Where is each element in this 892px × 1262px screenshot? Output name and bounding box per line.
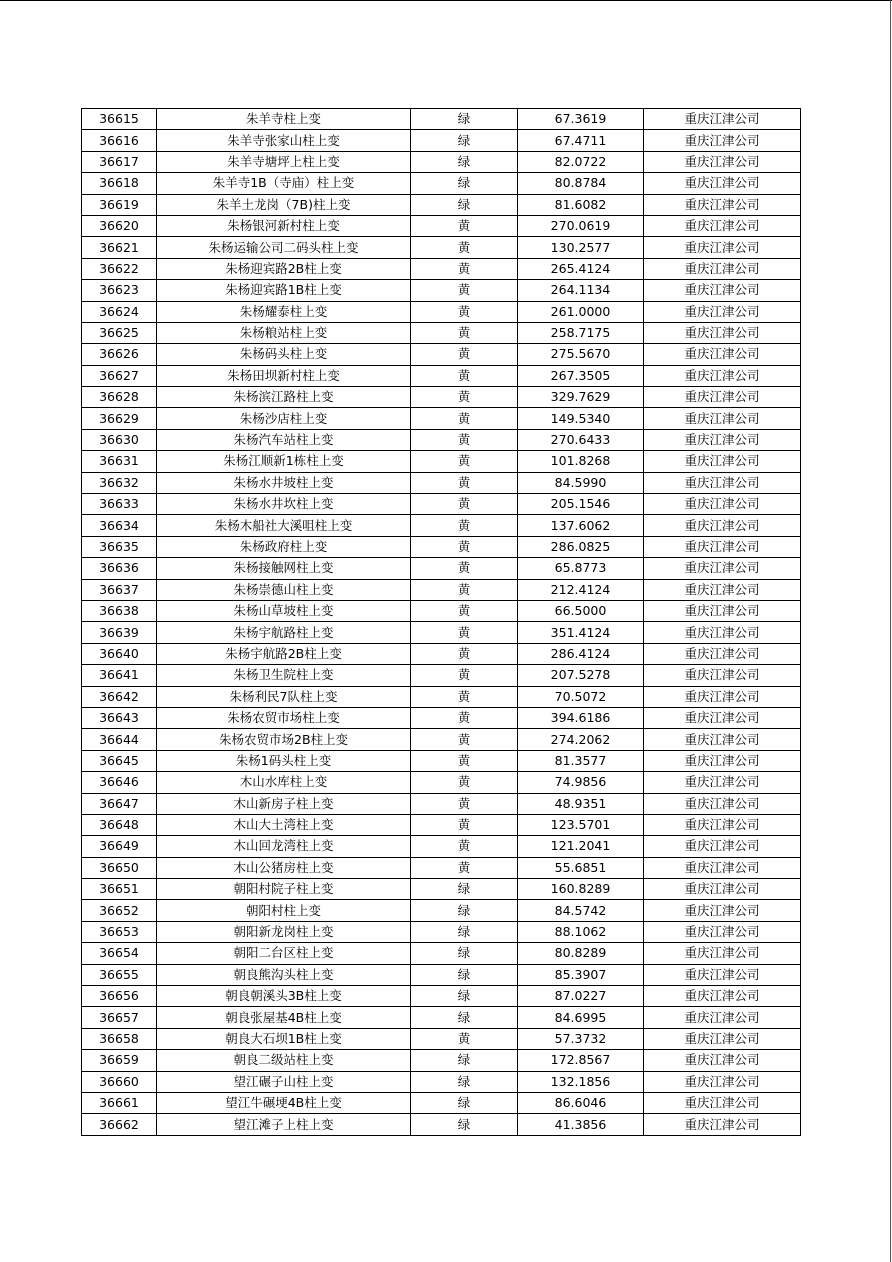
row-id-cell: 36653 — [82, 921, 157, 942]
table-row — [82, 750, 801, 771]
color-cell: 绿 — [411, 109, 518, 130]
name-cell: 木山公猪房柱上变 — [157, 857, 411, 878]
name-cell: 朝阳新龙岗柱上变 — [157, 921, 411, 942]
table-row — [82, 772, 801, 793]
table-row — [82, 215, 801, 236]
color-cell: 绿 — [411, 194, 518, 215]
name-cell: 朱杨码头柱上变 — [157, 344, 411, 365]
company-cell: 重庆江津公司 — [644, 451, 801, 472]
value-cell: 80.8289 — [518, 943, 644, 964]
value-cell: 265.4124 — [518, 258, 644, 279]
value-cell: 67.3619 — [518, 109, 644, 130]
name-cell: 朱羊寺1B（寺庙）柱上变 — [157, 173, 411, 194]
company-cell: 重庆江津公司 — [644, 515, 801, 536]
value-cell: 88.1062 — [518, 921, 644, 942]
table-row — [82, 1050, 801, 1071]
value-cell: 270.6433 — [518, 429, 644, 450]
table-row — [82, 964, 801, 985]
table-row — [82, 194, 801, 215]
row-id-cell: 36655 — [82, 964, 157, 985]
row-id-cell: 36633 — [82, 494, 157, 515]
value-cell: 329.7629 — [518, 387, 644, 408]
value-cell: 74.9856 — [518, 772, 644, 793]
color-cell: 绿 — [411, 921, 518, 942]
color-cell: 黄 — [411, 707, 518, 728]
row-id-cell: 36647 — [82, 793, 157, 814]
table-row — [82, 237, 801, 258]
value-cell: 264.1134 — [518, 280, 644, 301]
color-cell: 绿 — [411, 1092, 518, 1113]
row-id-cell: 36640 — [82, 643, 157, 664]
name-cell: 木山大土湾柱上变 — [157, 814, 411, 835]
row-id-cell: 36652 — [82, 900, 157, 921]
name-cell: 朱杨迎宾路1B柱上变 — [157, 280, 411, 301]
row-id-cell: 36641 — [82, 665, 157, 686]
name-cell: 朱杨江顺新1栋柱上变 — [157, 451, 411, 472]
color-cell: 绿 — [411, 943, 518, 964]
company-cell: 重庆江津公司 — [644, 322, 801, 343]
company-cell: 重庆江津公司 — [644, 1007, 801, 1028]
company-cell: 重庆江津公司 — [644, 237, 801, 258]
value-cell: 172.8567 — [518, 1050, 644, 1071]
table-row — [82, 622, 801, 643]
value-cell: 270.0619 — [518, 215, 644, 236]
company-cell: 重庆江津公司 — [644, 344, 801, 365]
value-cell: 57.3732 — [518, 1028, 644, 1049]
name-cell: 木山水库柱上变 — [157, 772, 411, 793]
company-cell: 重庆江津公司 — [644, 301, 801, 322]
color-cell: 绿 — [411, 151, 518, 172]
company-cell: 重庆江津公司 — [644, 900, 801, 921]
table-row — [82, 429, 801, 450]
table-row — [82, 665, 801, 686]
value-cell: 101.8268 — [518, 451, 644, 472]
row-id-cell: 36643 — [82, 707, 157, 728]
value-cell: 132.1856 — [518, 1071, 644, 1092]
row-id-cell: 36622 — [82, 258, 157, 279]
name-cell: 朝阳二台区柱上变 — [157, 943, 411, 964]
company-cell: 重庆江津公司 — [644, 130, 801, 151]
company-cell: 重庆江津公司 — [644, 857, 801, 878]
company-cell: 重庆江津公司 — [644, 943, 801, 964]
table-row — [82, 1092, 801, 1113]
color-cell: 黄 — [411, 258, 518, 279]
name-cell: 朱杨卫生院柱上变 — [157, 665, 411, 686]
color-cell: 绿 — [411, 1071, 518, 1092]
row-id-cell: 36635 — [82, 536, 157, 557]
name-cell: 朱杨宇航路柱上变 — [157, 622, 411, 643]
company-cell: 重庆江津公司 — [644, 986, 801, 1007]
table-row — [82, 322, 801, 343]
value-cell: 70.5072 — [518, 686, 644, 707]
name-cell: 朝阳村柱上变 — [157, 900, 411, 921]
value-cell: 123.5701 — [518, 814, 644, 835]
color-cell: 黄 — [411, 237, 518, 258]
row-id-cell: 36661 — [82, 1092, 157, 1113]
name-cell: 朱杨宇航路2B柱上变 — [157, 643, 411, 664]
company-cell: 重庆江津公司 — [644, 558, 801, 579]
name-cell: 朱杨银河新村柱上变 — [157, 215, 411, 236]
name-cell: 朱杨粮站柱上变 — [157, 322, 411, 343]
company-cell: 重庆江津公司 — [644, 643, 801, 664]
table-row — [82, 130, 801, 151]
company-cell: 重庆江津公司 — [644, 1114, 801, 1135]
company-cell: 重庆江津公司 — [644, 194, 801, 215]
name-cell: 望江牛碾埂4B柱上变 — [157, 1092, 411, 1113]
name-cell: 朱杨木船社大溪咀柱上变 — [157, 515, 411, 536]
company-cell: 重庆江津公司 — [644, 836, 801, 857]
company-cell: 重庆江津公司 — [644, 429, 801, 450]
table-row — [82, 793, 801, 814]
table-row — [82, 857, 801, 878]
color-cell: 绿 — [411, 1114, 518, 1135]
table-row — [82, 109, 801, 130]
company-cell: 重庆江津公司 — [644, 258, 801, 279]
value-cell: 130.2577 — [518, 237, 644, 258]
page-top-border — [0, 0, 892, 1]
name-cell: 朱杨1码头柱上变 — [157, 750, 411, 771]
table-row — [82, 558, 801, 579]
color-cell: 黄 — [411, 344, 518, 365]
value-cell: 86.6046 — [518, 1092, 644, 1113]
color-cell: 黄 — [411, 665, 518, 686]
row-id-cell: 36631 — [82, 451, 157, 472]
table-row — [82, 151, 801, 172]
value-cell: 84.5990 — [518, 472, 644, 493]
value-cell: 84.6995 — [518, 1007, 644, 1028]
data-table — [81, 108, 801, 1136]
table-row — [82, 536, 801, 557]
value-cell: 205.1546 — [518, 494, 644, 515]
color-cell: 黄 — [411, 836, 518, 857]
value-cell: 274.2062 — [518, 729, 644, 750]
name-cell: 朝良熊沟头柱上变 — [157, 964, 411, 985]
name-cell: 朝良张屋基4B柱上变 — [157, 1007, 411, 1028]
company-cell: 重庆江津公司 — [644, 536, 801, 557]
value-cell: 84.5742 — [518, 900, 644, 921]
color-cell: 黄 — [411, 494, 518, 515]
row-id-cell: 36616 — [82, 130, 157, 151]
row-id-cell: 36637 — [82, 579, 157, 600]
color-cell: 黄 — [411, 408, 518, 429]
value-cell: 121.2041 — [518, 836, 644, 857]
name-cell: 朱杨迎宾路2B柱上变 — [157, 258, 411, 279]
row-id-cell: 36660 — [82, 1071, 157, 1092]
color-cell: 黄 — [411, 643, 518, 664]
company-cell: 重庆江津公司 — [644, 579, 801, 600]
name-cell: 朱杨农贸市场2B柱上变 — [157, 729, 411, 750]
color-cell: 黄 — [411, 622, 518, 643]
company-cell: 重庆江津公司 — [644, 472, 801, 493]
color-cell: 绿 — [411, 879, 518, 900]
company-cell: 重庆江津公司 — [644, 151, 801, 172]
name-cell: 木山新房子柱上变 — [157, 793, 411, 814]
color-cell: 黄 — [411, 793, 518, 814]
value-cell: 85.3907 — [518, 964, 644, 985]
value-cell: 160.8289 — [518, 879, 644, 900]
row-id-cell: 36626 — [82, 344, 157, 365]
table-row — [82, 879, 801, 900]
color-cell: 黄 — [411, 301, 518, 322]
color-cell: 黄 — [411, 280, 518, 301]
color-cell: 绿 — [411, 964, 518, 985]
name-cell: 朝阳村院子柱上变 — [157, 879, 411, 900]
name-cell: 望江碾子山柱上变 — [157, 1071, 411, 1092]
company-cell: 重庆江津公司 — [644, 215, 801, 236]
company-cell: 重庆江津公司 — [644, 772, 801, 793]
table-row — [82, 643, 801, 664]
company-cell: 重庆江津公司 — [644, 665, 801, 686]
color-cell: 黄 — [411, 558, 518, 579]
color-cell: 绿 — [411, 1007, 518, 1028]
company-cell: 重庆江津公司 — [644, 707, 801, 728]
table-row — [82, 686, 801, 707]
table-row — [82, 258, 801, 279]
company-cell: 重庆江津公司 — [644, 793, 801, 814]
value-cell: 67.4711 — [518, 130, 644, 151]
color-cell: 黄 — [411, 857, 518, 878]
row-id-cell: 36651 — [82, 879, 157, 900]
row-id-cell: 36624 — [82, 301, 157, 322]
name-cell: 朱杨接触网柱上变 — [157, 558, 411, 579]
company-cell: 重庆江津公司 — [644, 686, 801, 707]
row-id-cell: 36625 — [82, 322, 157, 343]
row-id-cell: 36639 — [82, 622, 157, 643]
row-id-cell: 36615 — [82, 109, 157, 130]
table-row — [82, 986, 801, 1007]
company-cell: 重庆江津公司 — [644, 494, 801, 515]
value-cell: 66.5000 — [518, 600, 644, 621]
row-id-cell: 36642 — [82, 686, 157, 707]
table-row — [82, 921, 801, 942]
color-cell: 绿 — [411, 173, 518, 194]
name-cell: 朱杨运输公司二码头柱上变 — [157, 237, 411, 258]
table-row — [82, 1028, 801, 1049]
table-row — [82, 943, 801, 964]
name-cell: 朱杨田坝新村柱上变 — [157, 365, 411, 386]
table-row — [82, 707, 801, 728]
name-cell: 朱杨崇德山柱上变 — [157, 579, 411, 600]
row-id-cell: 36658 — [82, 1028, 157, 1049]
value-cell: 81.3577 — [518, 750, 644, 771]
row-id-cell: 36646 — [82, 772, 157, 793]
company-cell: 重庆江津公司 — [644, 750, 801, 771]
name-cell: 朱羊寺柱上变 — [157, 109, 411, 130]
name-cell: 朱杨农贸市场柱上变 — [157, 707, 411, 728]
company-cell: 重庆江津公司 — [644, 600, 801, 621]
value-cell: 286.0825 — [518, 536, 644, 557]
color-cell: 绿 — [411, 1050, 518, 1071]
company-cell: 重庆江津公司 — [644, 814, 801, 835]
value-cell: 286.4124 — [518, 643, 644, 664]
color-cell: 黄 — [411, 515, 518, 536]
company-cell: 重庆江津公司 — [644, 729, 801, 750]
table-row — [82, 579, 801, 600]
row-id-cell: 36630 — [82, 429, 157, 450]
row-id-cell: 36618 — [82, 173, 157, 194]
color-cell: 黄 — [411, 1028, 518, 1049]
table-row — [82, 387, 801, 408]
value-cell: 267.3505 — [518, 365, 644, 386]
table-row — [82, 900, 801, 921]
name-cell: 朝良朝溪头3B柱上变 — [157, 986, 411, 1007]
value-cell: 82.0722 — [518, 151, 644, 172]
value-cell: 149.5340 — [518, 408, 644, 429]
name-cell: 朱羊寺塘坪上柱上变 — [157, 151, 411, 172]
name-cell: 朱杨山草坡柱上变 — [157, 600, 411, 621]
color-cell: 黄 — [411, 579, 518, 600]
value-cell: 81.6082 — [518, 194, 644, 215]
color-cell: 绿 — [411, 900, 518, 921]
row-id-cell: 36649 — [82, 836, 157, 857]
value-cell: 41.3856 — [518, 1114, 644, 1135]
color-cell: 黄 — [411, 772, 518, 793]
company-cell: 重庆江津公司 — [644, 1028, 801, 1049]
color-cell: 黄 — [411, 387, 518, 408]
value-cell: 212.4124 — [518, 579, 644, 600]
company-cell: 重庆江津公司 — [644, 280, 801, 301]
name-cell: 朝良二级站柱上变 — [157, 1050, 411, 1071]
value-cell: 48.9351 — [518, 793, 644, 814]
color-cell: 黄 — [411, 215, 518, 236]
row-id-cell: 36654 — [82, 943, 157, 964]
value-cell: 55.6851 — [518, 857, 644, 878]
table-body — [82, 109, 801, 1136]
table-row — [82, 301, 801, 322]
table-row — [82, 729, 801, 750]
row-id-cell: 36656 — [82, 986, 157, 1007]
company-cell: 重庆江津公司 — [644, 173, 801, 194]
table-row — [82, 494, 801, 515]
row-id-cell: 36634 — [82, 515, 157, 536]
color-cell: 黄 — [411, 322, 518, 343]
name-cell: 朱杨利民7队柱上变 — [157, 686, 411, 707]
company-cell: 重庆江津公司 — [644, 964, 801, 985]
table-row — [82, 1114, 801, 1135]
color-cell: 黄 — [411, 729, 518, 750]
name-cell: 朱杨耀泰柱上变 — [157, 301, 411, 322]
table-row — [82, 365, 801, 386]
value-cell: 80.8784 — [518, 173, 644, 194]
name-cell: 望江滩子上柱上变 — [157, 1114, 411, 1135]
row-id-cell: 36644 — [82, 729, 157, 750]
name-cell: 朱杨水井坡柱上变 — [157, 472, 411, 493]
name-cell: 朱杨滨江路柱上变 — [157, 387, 411, 408]
value-cell: 351.4124 — [518, 622, 644, 643]
company-cell: 重庆江津公司 — [644, 1050, 801, 1071]
color-cell: 黄 — [411, 600, 518, 621]
table-row — [82, 344, 801, 365]
row-id-cell: 36627 — [82, 365, 157, 386]
page-right-border — [890, 0, 891, 1262]
name-cell: 朱杨水井坎柱上变 — [157, 494, 411, 515]
row-id-cell: 36636 — [82, 558, 157, 579]
name-cell: 朱羊土龙岗（7B)柱上变 — [157, 194, 411, 215]
name-cell: 朱羊寺张家山柱上变 — [157, 130, 411, 151]
row-id-cell: 36628 — [82, 387, 157, 408]
value-cell: 261.0000 — [518, 301, 644, 322]
value-cell: 275.5670 — [518, 344, 644, 365]
company-cell: 重庆江津公司 — [644, 1071, 801, 1092]
row-id-cell: 36620 — [82, 215, 157, 236]
company-cell: 重庆江津公司 — [644, 1092, 801, 1113]
table-row — [82, 472, 801, 493]
color-cell: 绿 — [411, 986, 518, 1007]
name-cell: 朱杨汽车站柱上变 — [157, 429, 411, 450]
table-row — [82, 814, 801, 835]
company-cell: 重庆江津公司 — [644, 879, 801, 900]
value-cell: 394.6186 — [518, 707, 644, 728]
value-cell: 207.5278 — [518, 665, 644, 686]
color-cell: 黄 — [411, 536, 518, 557]
row-id-cell: 36648 — [82, 814, 157, 835]
table-row — [82, 1007, 801, 1028]
row-id-cell: 36645 — [82, 750, 157, 771]
row-id-cell: 36638 — [82, 600, 157, 621]
row-id-cell: 36659 — [82, 1050, 157, 1071]
row-id-cell: 36621 — [82, 237, 157, 258]
table-row — [82, 280, 801, 301]
table-row — [82, 515, 801, 536]
table-row — [82, 451, 801, 472]
value-cell: 87.0227 — [518, 986, 644, 1007]
table-row — [82, 173, 801, 194]
name-cell: 朝良大石坝1B柱上变 — [157, 1028, 411, 1049]
row-id-cell: 36632 — [82, 472, 157, 493]
name-cell: 朱杨政府柱上变 — [157, 536, 411, 557]
color-cell: 黄 — [411, 750, 518, 771]
table-row — [82, 600, 801, 621]
name-cell: 朱杨沙店柱上变 — [157, 408, 411, 429]
color-cell: 黄 — [411, 814, 518, 835]
color-cell: 黄 — [411, 365, 518, 386]
row-id-cell: 36617 — [82, 151, 157, 172]
row-id-cell: 36623 — [82, 280, 157, 301]
color-cell: 绿 — [411, 130, 518, 151]
table-row — [82, 1071, 801, 1092]
company-cell: 重庆江津公司 — [644, 408, 801, 429]
company-cell: 重庆江津公司 — [644, 109, 801, 130]
row-id-cell: 36650 — [82, 857, 157, 878]
company-cell: 重庆江津公司 — [644, 365, 801, 386]
company-cell: 重庆江津公司 — [644, 921, 801, 942]
value-cell: 65.8773 — [518, 558, 644, 579]
color-cell: 黄 — [411, 686, 518, 707]
value-cell: 137.6062 — [518, 515, 644, 536]
row-id-cell: 36657 — [82, 1007, 157, 1028]
name-cell: 木山回龙湾柱上变 — [157, 836, 411, 857]
row-id-cell: 36619 — [82, 194, 157, 215]
row-id-cell: 36629 — [82, 408, 157, 429]
value-cell: 258.7175 — [518, 322, 644, 343]
company-cell: 重庆江津公司 — [644, 387, 801, 408]
row-id-cell: 36662 — [82, 1114, 157, 1135]
color-cell: 黄 — [411, 472, 518, 493]
company-cell: 重庆江津公司 — [644, 622, 801, 643]
table-row — [82, 408, 801, 429]
color-cell: 黄 — [411, 429, 518, 450]
table-row — [82, 836, 801, 857]
color-cell: 黄 — [411, 451, 518, 472]
